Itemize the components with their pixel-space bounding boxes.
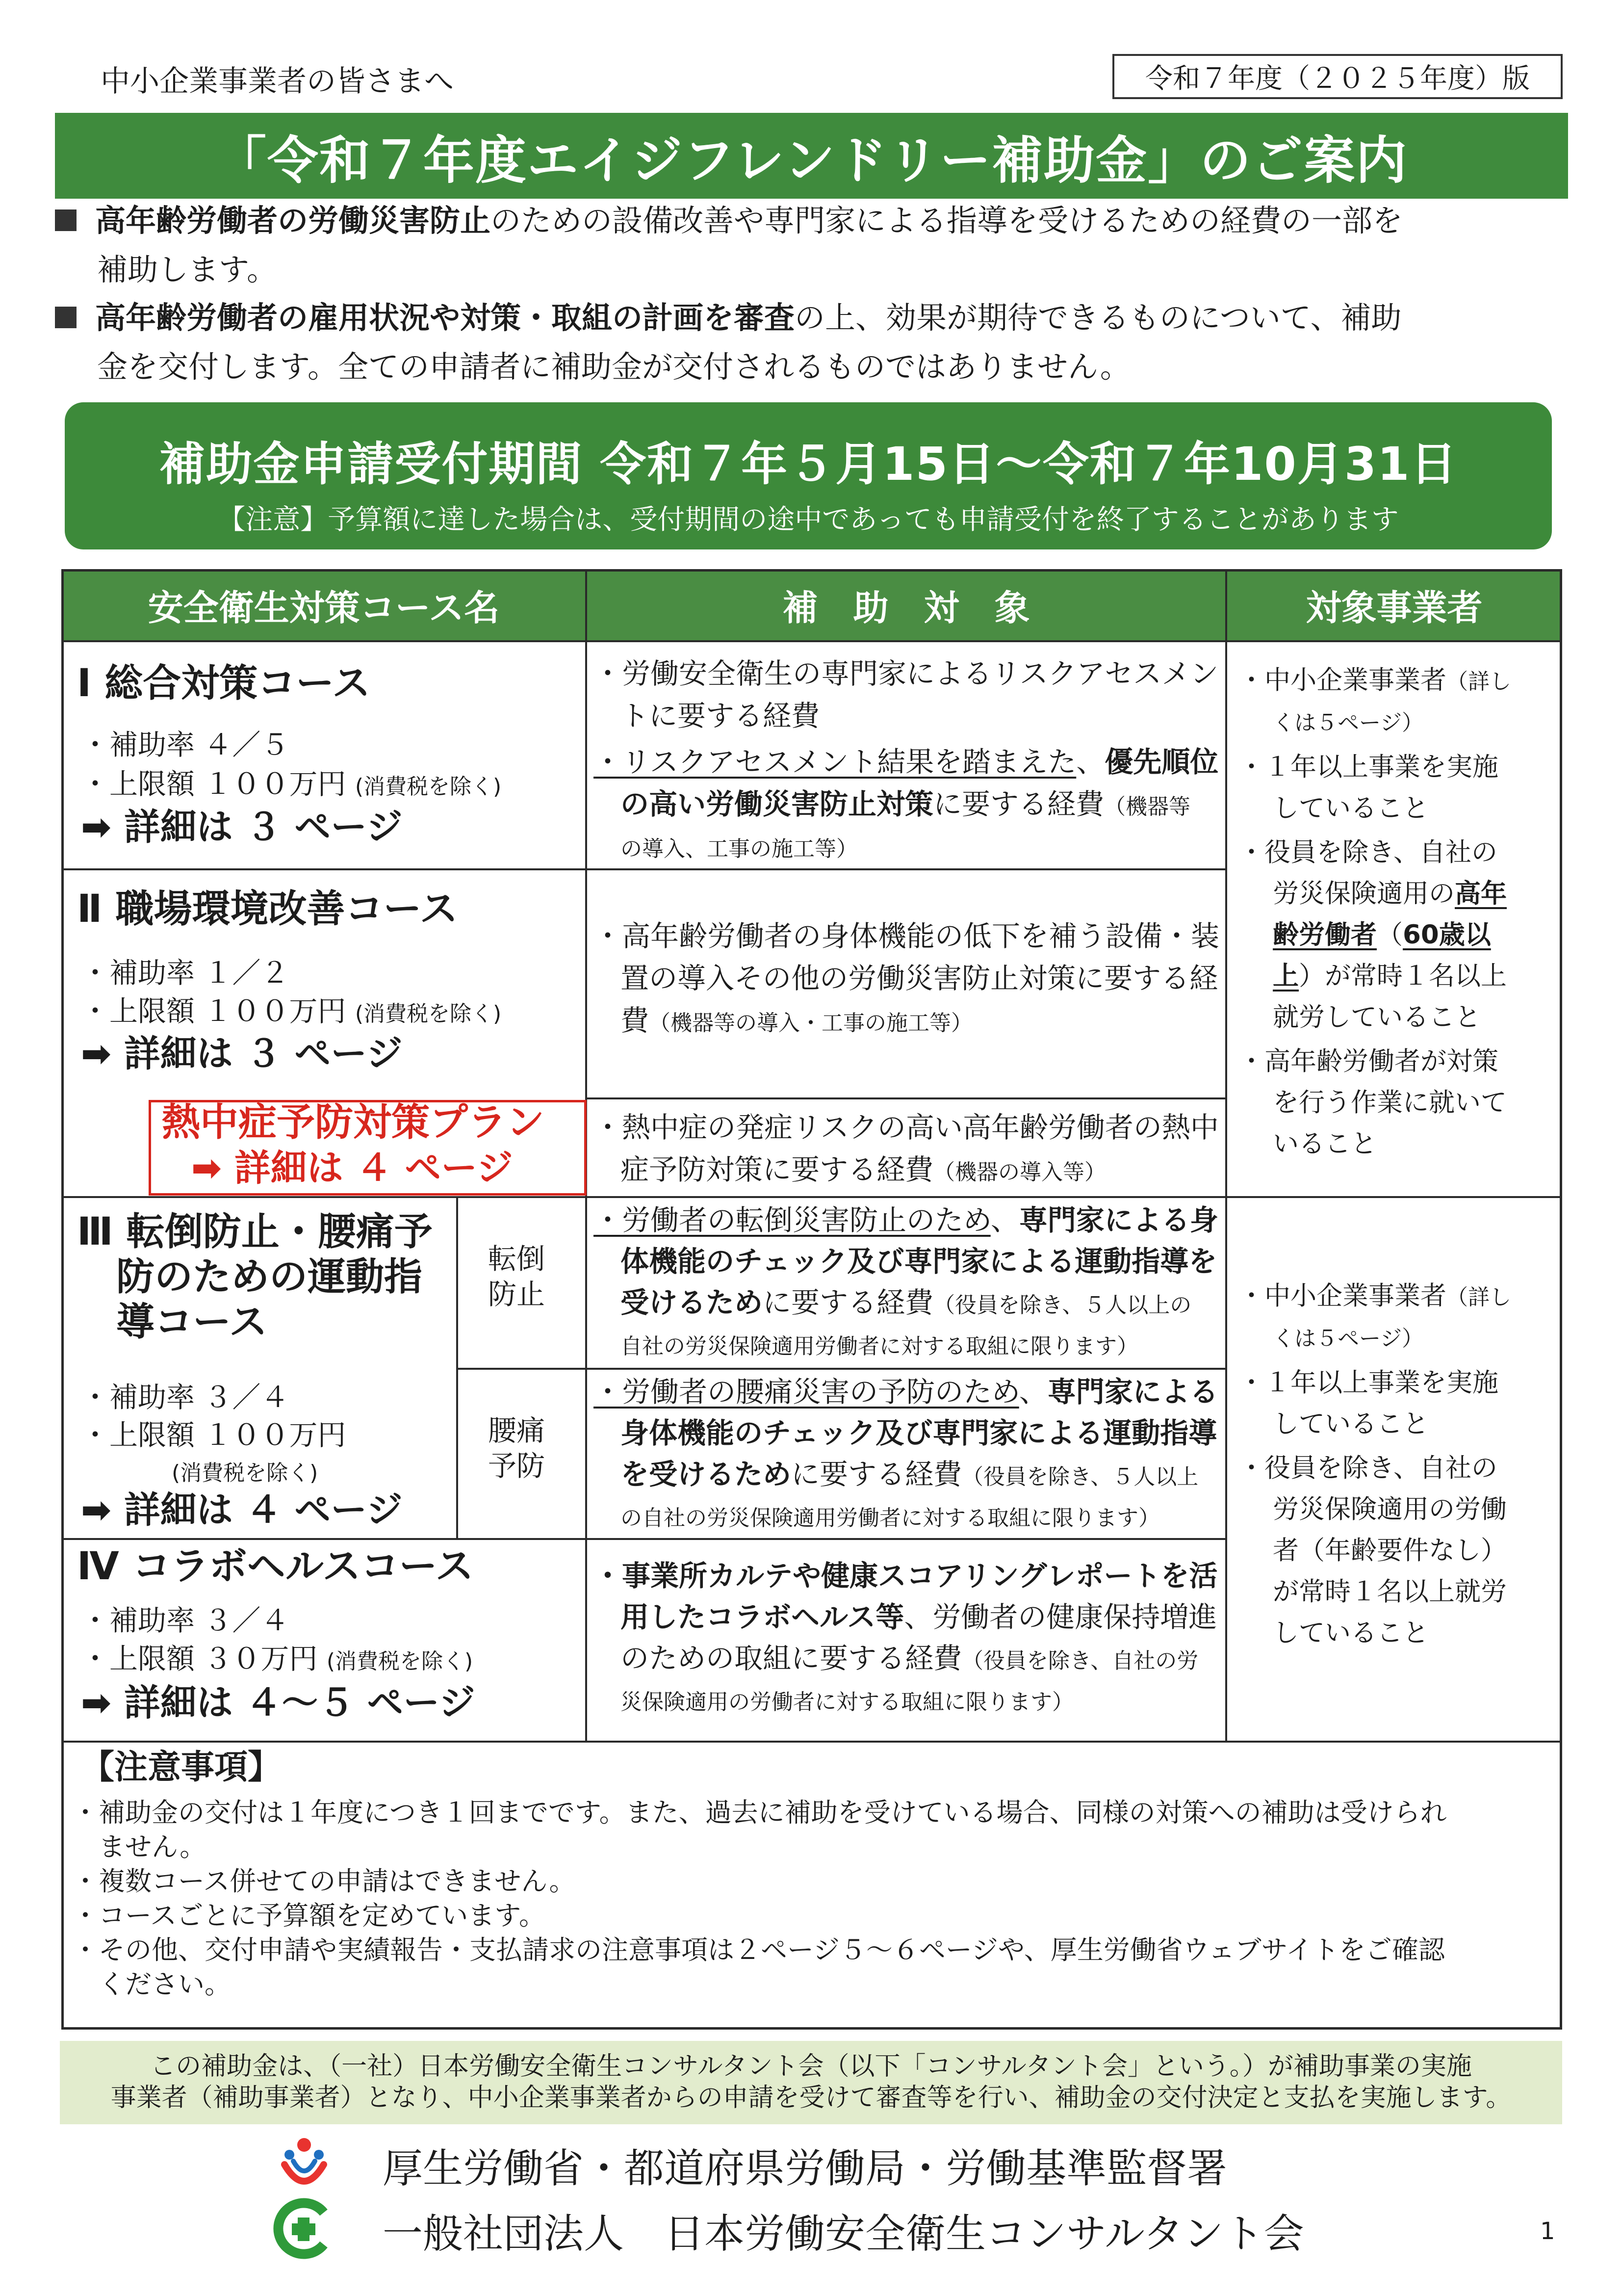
footer-notice-band [60, 2041, 1562, 2124]
footer-notice-line: 事業者（補助事業者）となり、中小企業事業者からの申請を受けて審査等を行い、補助金の交付決定と支払を実施します。 [110, 2083, 1512, 2113]
course4-target: ・事業所カルテや健康スコアリングレポートを活 用したコラボヘルス等、労働者の健康保持増進 のための取組に要する経費（役員を除き、自社の労 災保険適用の労働者に対する取組に限ります） [593, 1559, 1218, 1715]
caution-item: ・複数コース併せての申請はできません。 [72, 1866, 576, 1897]
course3-tax: (消費税を除く) [172, 1461, 318, 1486]
table-divider [61, 1741, 1562, 1743]
mhlw-logo-icon [275, 2134, 334, 2193]
eligible-employers-1: ・中小企業事業者（詳し くは５ページ） ・１年以上事業を実施 していること ・役員を除き、自社の 労災保険適用の高年 齢労働者（60歳以 上）が常時１名以上 就労していること ・高年齢労働者が対策 を行う作業に就いて いること [1238, 665, 1511, 1159]
square-bullet-icon [55, 307, 77, 328]
course3-target-fall: ・労働者の転倒災害防止のため、専門家による身 体機能のチェック及び専門家による運動指導を 受けるために要する経費（役員を除き、５人以上の 自社の労災保険適用労働者に対する取組に限ります） [593, 1203, 1218, 1359]
intro-paragraph-1: 高年齢労働者の労働災害防止のための設備改善や専門家による指導を受けるための経費の一部を 補助します。 [55, 196, 1580, 294]
course1-limit: ・上限額 １００万円 (消費税を除く) [81, 767, 502, 801]
course1-name: Ⅰ 総合対策コース [77, 661, 371, 705]
intro-paragraph-2: 高年齢労働者の雇用状況や対策・取組の計画を審査の上、効果が期待できるものについて、補助 金を交付します。全ての申請者に補助金が交付されるものではありません。 [55, 293, 1580, 391]
header-course-name: 安全衛生対策コース名 [61, 569, 586, 640]
page-number: 1 [1540, 2218, 1555, 2245]
course2-rate: ・補助率 １／２ [81, 956, 289, 990]
caution-item: ません。 [72, 1831, 206, 1862]
organization-mhlw: 厚生労働省・都道府県労働局・労働基準監督署 [383, 2145, 1228, 2192]
table-border [61, 569, 64, 2029]
course1-rate: ・補助率 ４／５ [81, 728, 289, 761]
table-border [61, 2027, 1562, 2030]
caution-item: ください。 [72, 1969, 231, 2000]
course2-detail-link[interactable]: ➡ 詳細は ３ ページ [81, 1033, 403, 1075]
table-border [61, 569, 1562, 572]
caution-item: ・補助金の交付は１年度につき１回までです。また、過去に補助を受けている場合、同様の対策への補助は受けられ [72, 1797, 1447, 1828]
subcourse-fall-prevention: 転倒 防止 [488, 1242, 545, 1311]
course4-detail-link[interactable]: ➡ 詳細は ４～５ ページ [81, 1682, 475, 1724]
footer-notice-line: この補助金は、（一社）日本労働安全衛生コンサルタント会（以下「コンサルタント会」という。）が補助事業の実施 [150, 2052, 1472, 2081]
course3-name: Ⅲ 転倒防止・腰痛予 防のための運動指 導コース [77, 1210, 433, 1344]
header-subsidy-target: 補 助 対 象 [586, 569, 1226, 640]
audience-label: 中小企業事業者の皆さまへ [101, 64, 454, 99]
table-divider [456, 1368, 1226, 1370]
table-border [1560, 569, 1562, 2029]
application-period-title: 補助金申請受付期間 令和７年５月15日～令和７年10月31日 [159, 438, 1458, 491]
cautions-title: 【注意事項】 [81, 1748, 282, 1787]
table-divider [61, 1196, 1562, 1198]
table-divider [586, 1097, 1226, 1099]
subcourse-back-pain-prevention: 腰痛 予防 [488, 1414, 545, 1483]
course4-rate: ・補助率 ３／４ [81, 1604, 289, 1637]
application-period-box [65, 402, 1552, 549]
square-bullet-icon [55, 209, 77, 231]
heatstroke-plan-name: 熱中症予防対策プラン [162, 1100, 545, 1145]
heatstroke-plan-detail-link[interactable]: ➡ 詳細は ４ ページ [191, 1147, 513, 1189]
table-divider [61, 640, 1562, 642]
cautions-list [72, 1796, 1553, 2002]
consultant-association-logo-icon [272, 2198, 334, 2259]
course3-rate: ・補助率 ３／４ [81, 1381, 289, 1414]
page-title: 「令和７年度エイジフレンドリー補助金」のご案内 [55, 113, 1568, 199]
course1-target: ・労働安全衛生の専門家によるリスクアセスメン トに要する経費 ・リスクアセスメント結果を踏まえた、優先順位 の高い労働災害防止対策に要する経費（機器等 の導入、工事の施工等） [593, 657, 1219, 861]
header-eligible: 対象事業者 [1226, 569, 1562, 640]
application-period-note: 【注意】予算額に達した場合は、受付期間の途中であっても申請受付を終了することがあります [218, 504, 1399, 536]
table-divider [1225, 569, 1227, 1742]
course3-target-back-pain: ・労働者の腰痛災害の予防のため、専門家による 身体機能のチェック及び専門家による運動指導 を受けるために要する経費（役員を除き、５人以上 の自社の労災保険適用労働者に対する取組に限ります） [593, 1375, 1218, 1531]
caution-item: ・コースごとに予算額を定めています。 [72, 1900, 545, 1931]
course3-limit: ・上限額 １００万円 [81, 1418, 346, 1452]
course4-name: Ⅳ コラボヘルスコース [77, 1544, 474, 1589]
course2-name: Ⅱ 職場環境改善コース [77, 887, 458, 931]
heatstroke-plan-target: ・熱中症の発症リスクの高い高年齢労働者の熱中 症予防対策に要する経費（機器の導入等） [593, 1111, 1219, 1186]
course3-detail-link[interactable]: ➡ 詳細は ４ ページ [81, 1489, 403, 1531]
course4-limit: ・上限額 ３０万円 (消費税を除く) [81, 1642, 473, 1675]
course2-target: ・高年齢労働者の身体機能の低下を補う設備・装 置の導入その他の労働災害防止対策に要する経 費（機器等の導入・工事の施工等） [593, 919, 1220, 1037]
course2-limit: ・上限額 １００万円 (消費税を除く) [81, 994, 502, 1028]
edition-label: 令和７年度（２０２５年度）版 [1112, 54, 1563, 99]
course1-detail-link[interactable]: ➡ 詳細は ３ ページ [81, 806, 403, 848]
course-table [61, 569, 1562, 2041]
organization-consultant-association: 一般社団法人 日本労働安全衛生コンサルタント会 [383, 2211, 1304, 2257]
caution-item: ・その他、交付申請や実績報告・支払請求の注意事項は２ページ５～６ページや、厚生労働省ウェブサイトをご確認 [72, 1934, 1445, 1965]
eligible-employers-2: ・中小企業事業者（詳し くは５ページ） ・１年以上事業を実施 していること ・役員を除き、自社の 労災保険適用の労働 者（年齢要件なし） が常時１名以上就労 していること [1238, 1281, 1511, 1648]
